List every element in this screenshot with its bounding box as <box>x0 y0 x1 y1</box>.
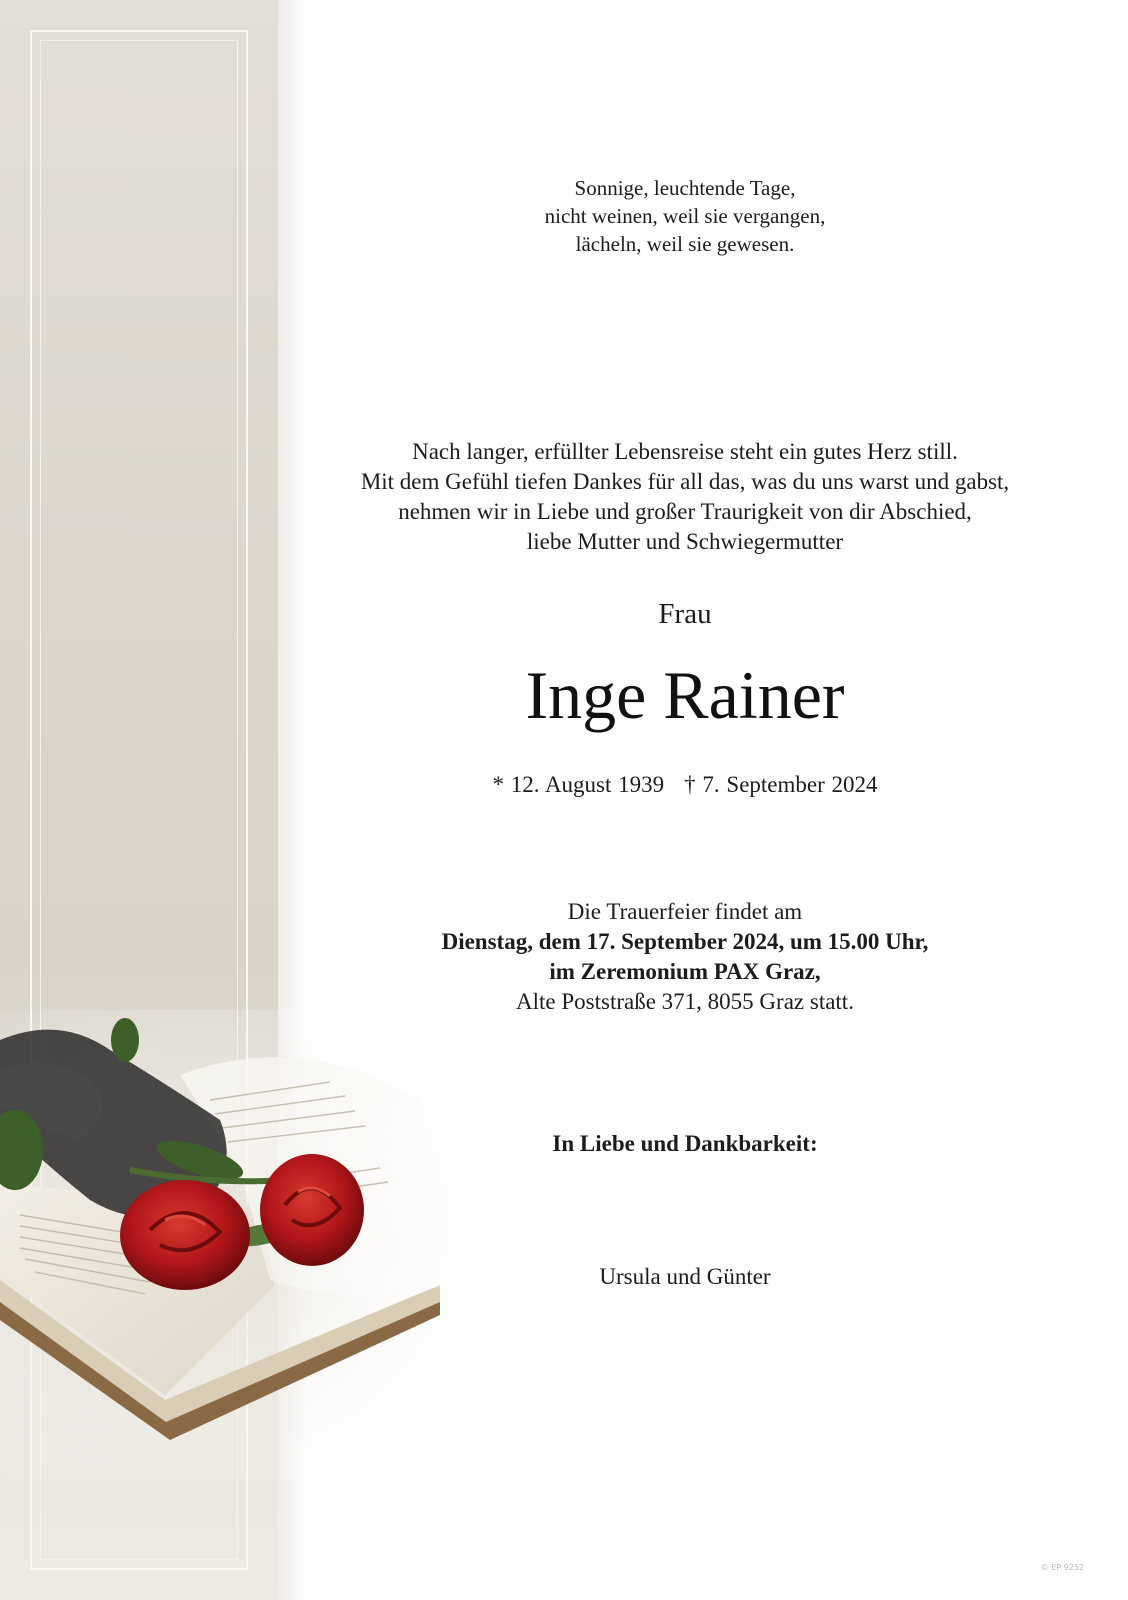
tribute-line: nehmen wir in Liebe und großer Traurigkeit von dir Abschied, <box>398 499 972 524</box>
life-dates <box>290 770 1080 800</box>
copyright-mark: © EP 9252 <box>1040 1563 1084 1572</box>
poem-line: nicht weinen, weil sie vergangen, <box>544 204 826 228</box>
red-rose-left <box>120 1180 250 1290</box>
tribute-line: Mit dem Gefühl tiefen Dankes für all das, was du uns warst und gabst, <box>360 469 1010 494</box>
honorific: Frau <box>658 598 712 630</box>
book-and-roses-illustration <box>0 1010 560 1480</box>
birth-date: * 12. August 1939 <box>492 772 665 797</box>
ceremony-venue: im Zeremonium PAX Graz, <box>549 959 821 984</box>
tribute-line: Nach langer, erfüllter Lebensreise steht ein gutes Herz still. <box>412 439 958 464</box>
signers: Ursula und Günter <box>599 1264 771 1289</box>
poem <box>290 174 1080 258</box>
ceremony-info <box>290 897 1080 1017</box>
tribute-text <box>290 437 1080 557</box>
ceremony-intro: Die Trauerfeier findet am <box>567 899 803 924</box>
ceremony-address: Alte Poststraße 371, 8055 Graz statt. <box>516 989 854 1014</box>
red-rose-right <box>260 1154 364 1266</box>
signoff: In Liebe und Dankbarkeit: <box>552 1131 818 1156</box>
ceremony-date-time: Dienstag, dem 17. September 2024, um 15.00 Uhr, <box>441 929 929 954</box>
death-date: † 7. September 2024 <box>684 772 878 797</box>
poem-line: Sonnige, leuchtende Tage, <box>574 176 796 200</box>
deceased-name: Inge Rainer <box>525 657 845 733</box>
poem-line: lächeln, weil sie gewesen. <box>575 232 795 256</box>
tribute-line: liebe Mutter und Schwiegermutter <box>526 529 844 554</box>
